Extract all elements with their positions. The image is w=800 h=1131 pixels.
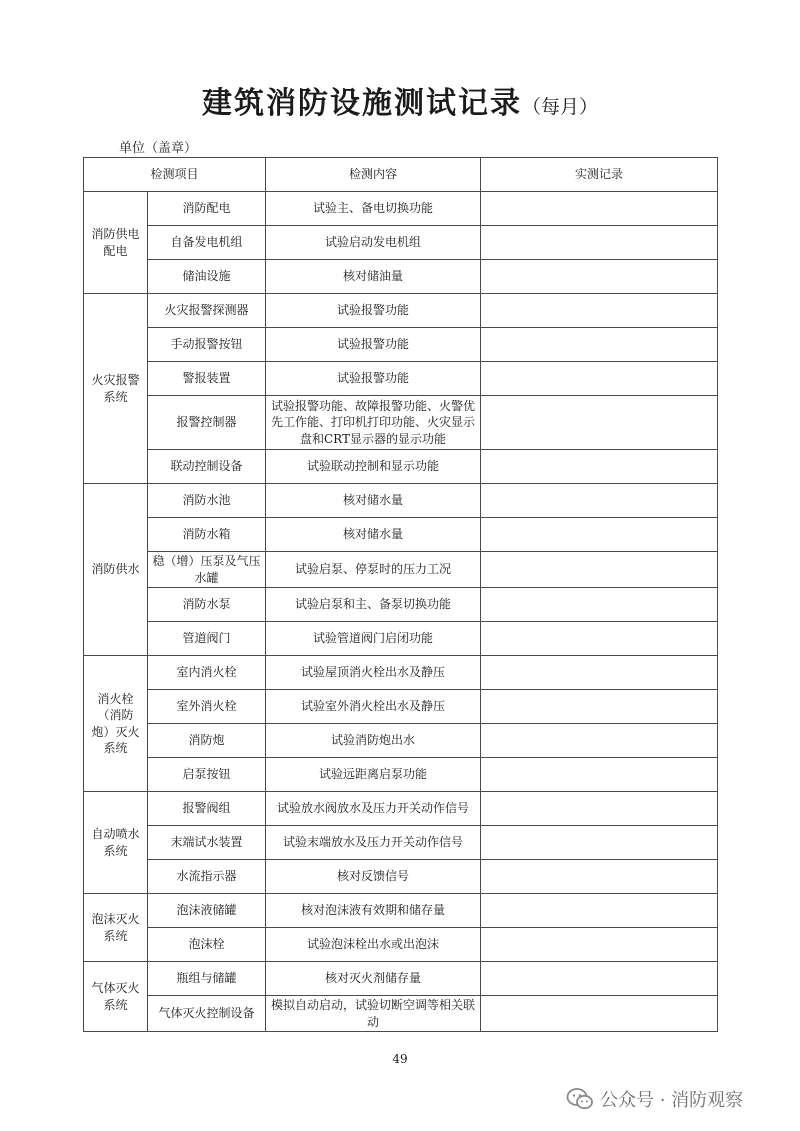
category-cell xyxy=(84,792,148,894)
item-cell: 消防水箱 xyxy=(148,518,266,552)
table-row xyxy=(84,860,718,894)
record-cell[interactable] xyxy=(481,724,718,758)
table-row xyxy=(84,362,718,396)
table-row xyxy=(84,656,718,690)
category-label: 消防供水 xyxy=(91,562,140,577)
document-title xyxy=(0,78,800,122)
category-cell xyxy=(84,484,148,656)
content-cell: 试验泡沫栓出水或出泡沫 xyxy=(266,928,481,962)
category-cell xyxy=(84,656,148,792)
item-cell: 启泵按钮 xyxy=(148,758,266,792)
item-cell: 水流指示器 xyxy=(148,860,266,894)
category-label: 自动喷水系统 xyxy=(91,827,140,858)
header-item: 检测项目 xyxy=(84,158,266,192)
table-row xyxy=(84,192,718,226)
item-cell: 警报装置 xyxy=(148,362,266,396)
item-cell: 火灾报警探测器 xyxy=(148,294,266,328)
table-row xyxy=(84,962,718,996)
record-cell[interactable] xyxy=(481,656,718,690)
table-header-row xyxy=(84,158,718,192)
record-cell[interactable] xyxy=(481,328,718,362)
record-cell[interactable] xyxy=(481,294,718,328)
record-cell[interactable] xyxy=(481,996,718,1032)
record-cell[interactable] xyxy=(481,484,718,518)
title-main: 建筑消防设施测试记录 xyxy=(201,86,522,121)
record-cell[interactable] xyxy=(481,894,718,928)
item-cell: 末端试水装置 xyxy=(148,826,266,860)
content-cell: 试验放水阀放水及压力开关动作信号 xyxy=(266,792,481,826)
table-row xyxy=(84,450,718,484)
watermark xyxy=(566,1086,743,1112)
record-cell[interactable] xyxy=(481,396,718,450)
table-row xyxy=(84,928,718,962)
record-cell[interactable] xyxy=(481,860,718,894)
table-row xyxy=(84,826,718,860)
item-cell: 室内消火栓 xyxy=(148,656,266,690)
wechat-icon xyxy=(566,1087,594,1111)
item-cell: 稳（增）压泵及气压水罐 xyxy=(148,552,266,588)
item-cell: 报警控制器 xyxy=(148,396,266,450)
table-row xyxy=(84,294,718,328)
content-cell: 核对储水量 xyxy=(266,484,481,518)
record-cell[interactable] xyxy=(481,826,718,860)
table-row xyxy=(84,622,718,656)
header-record: 实测记录 xyxy=(481,158,718,192)
item-cell: 泡沫栓 xyxy=(148,928,266,962)
content-cell: 核对储油量 xyxy=(266,260,481,294)
category-cell xyxy=(84,894,148,962)
record-cell[interactable] xyxy=(481,450,718,484)
content-cell: 试验报警功能 xyxy=(266,328,481,362)
content-cell: 试验室外消火栓出水及静压 xyxy=(266,690,481,724)
category-cell xyxy=(84,962,148,1032)
category-cell xyxy=(84,192,148,294)
content-cell: 试验报警功能 xyxy=(266,294,481,328)
item-cell: 消防炮 xyxy=(148,724,266,758)
content-cell: 核对反馈信号 xyxy=(266,860,481,894)
table-row xyxy=(84,552,718,588)
category-label: 气体灭火系统 xyxy=(91,981,140,1012)
record-cell[interactable] xyxy=(481,226,718,260)
item-cell: 手动报警按钮 xyxy=(148,328,266,362)
table-row xyxy=(84,518,718,552)
item-cell: 联动控制设备 xyxy=(148,450,266,484)
record-cell[interactable] xyxy=(481,588,718,622)
category-label: 泡沫灭火系统 xyxy=(91,912,140,943)
table-row xyxy=(84,792,718,826)
record-cell[interactable] xyxy=(481,552,718,588)
record-cell[interactable] xyxy=(481,962,718,996)
test-record-table xyxy=(83,157,718,1032)
content-cell: 试验屋顶消火栓出水及静压 xyxy=(266,656,481,690)
item-cell: 报警阀组 xyxy=(148,792,266,826)
record-cell[interactable] xyxy=(481,192,718,226)
table-row xyxy=(84,484,718,518)
content-cell: 核对泡沫液有效期和储存量 xyxy=(266,894,481,928)
record-cell[interactable] xyxy=(481,792,718,826)
content-cell: 试验消防炮出水 xyxy=(266,724,481,758)
content-cell: 试验启泵、停泵时的压力工况 xyxy=(266,552,481,588)
table-row xyxy=(84,588,718,622)
record-cell[interactable] xyxy=(481,260,718,294)
content-cell: 试验主、备电切换功能 xyxy=(266,192,481,226)
table-row xyxy=(84,894,718,928)
table-row xyxy=(84,396,718,450)
item-cell: 管道阀门 xyxy=(148,622,266,656)
record-cell[interactable] xyxy=(481,622,718,656)
item-cell: 自备发电机组 xyxy=(148,226,266,260)
table-row xyxy=(84,260,718,294)
record-cell[interactable] xyxy=(481,758,718,792)
category-cell xyxy=(84,294,148,484)
item-cell: 消防配电 xyxy=(148,192,266,226)
item-cell: 消防水泵 xyxy=(148,588,266,622)
watermark-text: 公众号 · 消防观察 xyxy=(600,1090,744,1111)
table-row xyxy=(84,226,718,260)
content-cell: 试验联动控制和显示功能 xyxy=(266,450,481,484)
item-cell: 储油设施 xyxy=(148,260,266,294)
table-row xyxy=(84,328,718,362)
content-cell: 试验远距离启泵功能 xyxy=(266,758,481,792)
item-cell: 室外消火栓 xyxy=(148,690,266,724)
page-number: 49 xyxy=(392,1052,408,1066)
record-cell[interactable] xyxy=(481,362,718,396)
content-cell: 核对储水量 xyxy=(266,518,481,552)
item-cell: 泡沫液储罐 xyxy=(148,894,266,928)
category-label: 火灾报警系统 xyxy=(91,373,140,404)
content-cell: 核对灭火剂储存量 xyxy=(266,962,481,996)
content-cell: 试验报警功能 xyxy=(266,362,481,396)
item-cell: 消防水池 xyxy=(148,484,266,518)
table-row xyxy=(84,724,718,758)
content-cell: 试验启泵和主、备泵切换功能 xyxy=(266,588,481,622)
content-cell: 模拟自动启动，试验切断空调等相关联动 xyxy=(266,996,481,1032)
table-row xyxy=(84,758,718,792)
header-content: 检测内容 xyxy=(266,158,481,192)
content-cell: 试验末端放水及压力开关动作信号 xyxy=(266,826,481,860)
record-cell[interactable] xyxy=(481,690,718,724)
item-cell: 气体灭火控制设备 xyxy=(148,996,266,1032)
content-cell: 试验管道阀门启闭功能 xyxy=(266,622,481,656)
title-suffix: （每月） xyxy=(521,96,598,118)
category-label: 消火栓（消防炮）灭火系统 xyxy=(91,692,140,755)
unit-label: 单位（盖章） xyxy=(119,141,198,156)
table-row xyxy=(84,996,718,1032)
record-cell[interactable] xyxy=(481,928,718,962)
table-row xyxy=(84,690,718,724)
item-cell: 瓶组与储罐 xyxy=(148,962,266,996)
record-cell[interactable] xyxy=(481,518,718,552)
content-cell: 试验启动发电机组 xyxy=(266,226,481,260)
content-cell: 试验报警功能、故障报警功能、火警优先工作能、打印机打印功能、火灾显示盘和CRT显示器的显示功能 xyxy=(266,396,481,450)
category-label: 消防供电 配电 xyxy=(91,227,140,258)
